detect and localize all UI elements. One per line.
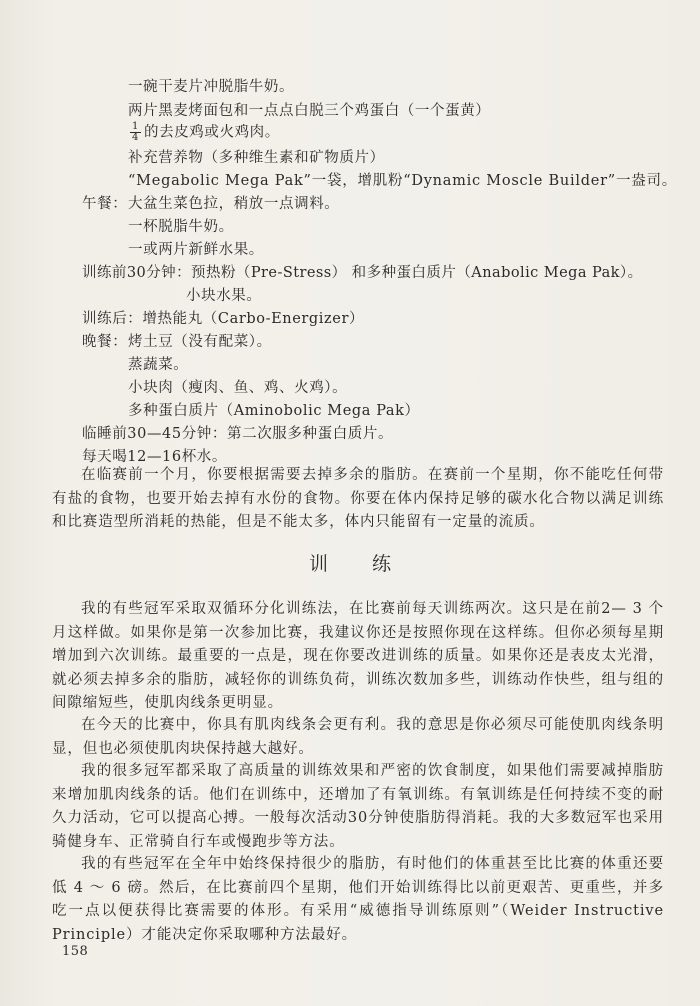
- menu-line: 补充营养物（多种维生素和矿物质片）: [128, 150, 385, 166]
- menu-line-fraction: $\frac{1}{4}$ 的去皮鸡或火鸡肉。: [132, 121, 280, 143]
- paragraph: 在临赛前一个月，你要根据需要去掉多余的脂肪。在赛前一个星期，你不能吃任何带有盐的食物，也要开始去掉有水份的食物。你要在体内保持足够的碳水化合物以满足训练和比赛造型所消耗的热能，但是不能太多，体内只能留有一定量的流质。: [52, 467, 664, 531]
- before-sleep-line: 临睡前30—45分钟：第二次服多种蛋白质片。: [82, 426, 394, 442]
- menu-line: 两片黑麦烤面包和一点点白脱三个鸡蛋白（一个蛋黄）: [128, 103, 491, 119]
- pre-training-line: 训练前30分钟：预热粉（Pre-Stress） 和多种蛋白质片（Anabolic Mega Pak）。: [82, 265, 643, 281]
- page-number: 158: [62, 944, 89, 959]
- water-line: 每天喝12—16杯水。: [82, 449, 228, 465]
- menu-line: 一碗干麦片冲脱脂牛奶。: [128, 79, 295, 95]
- paragraph: 我的有些冠军在全年中始终保持很少的脂肪，有时他们的体重甚至比比赛的体重还要低 4 ～ 6 磅。然后，在比赛前四个星期，他们开始训练得比以前更艰苦、更重些，并多吃一点以便获得比赛需要的体形。有采用“威德指导训练原则”（Weider Instructive Principle）才能决定你采取哪种方法最好。: [52, 856, 664, 943]
- paragraph: 我的有些冠军采取双循环分化训练法，在比赛前每天训练两次。这只是在前2— 3 个月这样做。如果你是第一次参加比赛，我建议你还是按照你现在这样练。但你必须每星期增加到六次训练。最重要的一点是，现在你要改进训练的质量。如果你还是表皮太光滑，就必须去掉多余的脂肪，减轻你的训练负荷，训练次数加多些，训练动作快些，组与组的间隙缩短些，使肌肉线条更明显。: [52, 601, 664, 712]
- menu-line: 大盆生菜色拉，稍放一点调料。: [128, 196, 340, 212]
- section-heading: 训练: [308, 553, 435, 575]
- menu-line: 小块肉（瘦肉、鱼、鸡、火鸡）。: [128, 380, 348, 396]
- fraction: $\frac{1}{4}$: [132, 121, 139, 143]
- paragraph: 我的很多冠军都采取了高质量的训练效果和严密的饮食制度，如果他们需要减掉脂肪来增加肌肉线条的话。他们在训练中，还增加了有氧训练。有氧训练是任何持续不变的耐久力活动，它可以提高心搏。一般每次活动30分钟使脂肪得消耗。我的大多数冠军也采用骑健身车、正常骑自行车或慢跑步等方法。: [52, 763, 664, 850]
- menu-line: 一杯脱脂牛奶。: [128, 219, 234, 235]
- menu-line: 蒸蔬菜。: [128, 357, 189, 373]
- menu-line: 烤土豆（没有配菜）。: [128, 334, 272, 350]
- pre-training-cont: 小块水果。: [186, 288, 262, 304]
- menu-line: 多种蛋白质片（Aminobolic Mega Pak）: [128, 403, 420, 419]
- post-training-line: 训练后：增热能丸（Carbo-Energizer）: [82, 311, 365, 327]
- menu-line: 一或两片新鲜水果。: [128, 242, 264, 258]
- paragraph: 在今天的比赛中，你具有肌肉线条会更有利。我的意思是你必须尽可能使肌肉线条明显，但也必须使肌肉块保持越大越好。: [52, 717, 664, 757]
- menu-line: “Megabolic Mega Pak”一袋，增肌粉“Dynamic Moscle Builder”一盎司。: [128, 173, 677, 189]
- lunch-label: 午餐：: [82, 196, 128, 212]
- dinner-label: 晚餐：: [82, 334, 128, 350]
